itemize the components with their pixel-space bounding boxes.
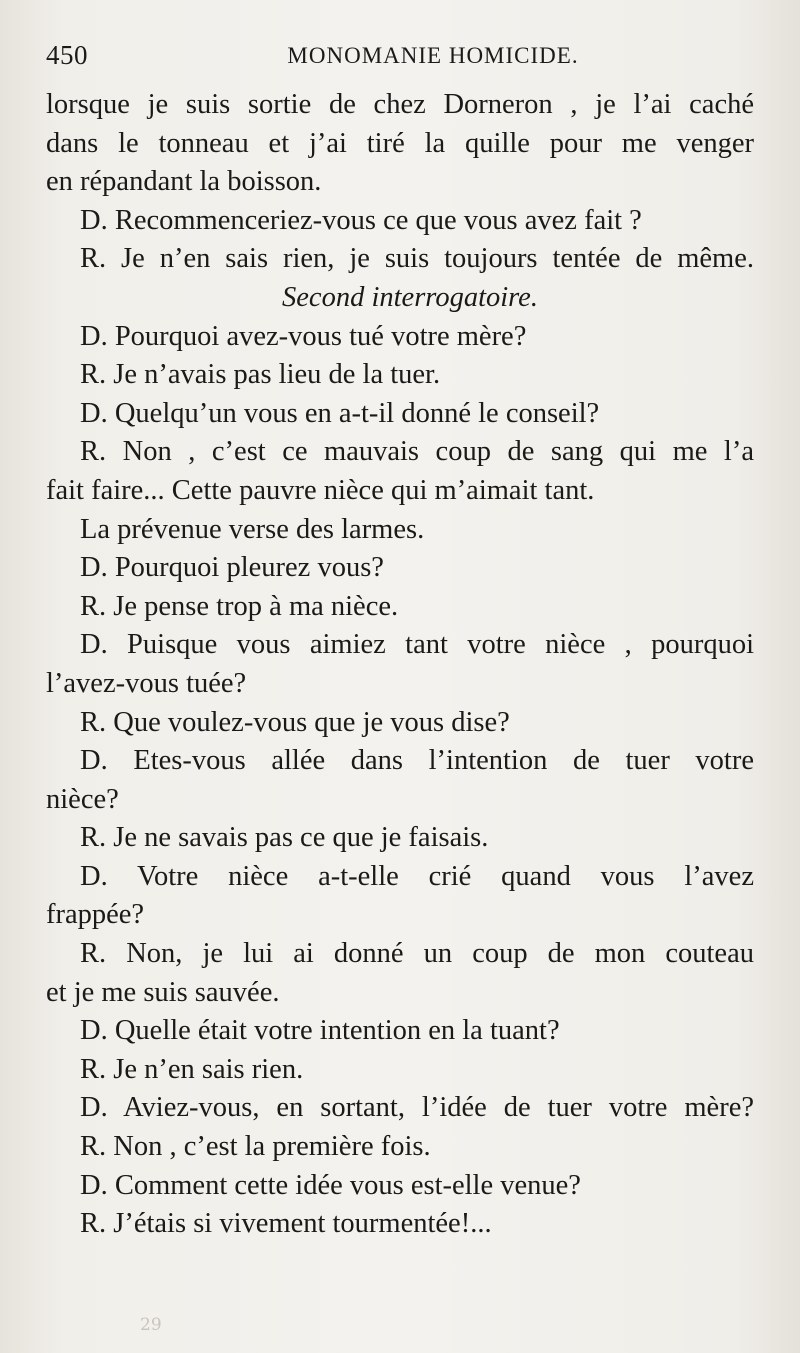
text-line: D. Aviez-vous, en sortant, l’idée de tuer votre mère? [80,1092,754,1124]
text-line: D. Votre nièce a-t-elle crié quand vous l’avez [80,860,754,892]
page-number: 450 [46,40,88,70]
text-line: en répandant la boisson. [46,166,322,198]
text-line: R. Je pense trop à ma nièce. [80,590,399,622]
text-line: R. Non , c’est ce mauvais coup de sang qui me l’a [80,436,754,468]
text-line: R. J’étais si vivement tourmentée!... [80,1208,492,1240]
text-line: D. Pourquoi pleurez vous? [80,552,384,584]
page-header [46,38,760,78]
section-heading: Second interrogatoire. [282,281,538,313]
text-line: dans le tonneau et j’ai tiré la quille pour me venger [46,127,754,159]
text-line: R. Je n’en sais rien. [80,1053,304,1085]
text-line: D. Recommenceriez-vous ce que vous avez fait ? [80,204,642,236]
text-line: nièce? [46,783,119,815]
text-line: R. Je n’avais pas lieu de la tuer. [80,359,441,391]
text-line: D. Quelle était votre intention en la tuant? [80,1015,560,1047]
body-text [46,86,754,1244]
text-line: R. Je ne savais pas ce que je faisais. [80,822,489,854]
text-line: D. Comment cette idée vous est-elle venue? [80,1169,581,1201]
text-line: D. Pourquoi avez-vous tué votre mère? [80,320,527,352]
text-line: D. Etes-vous allée dans l’intention de tuer votre [80,745,754,777]
text-line: D. Puisque vous aimiez tant votre nièce , pourquoi [80,629,754,661]
text-line: fait faire... Cette pauvre nièce qui m’aimait tant. [46,474,595,506]
running-head: MONOMANIE HOMICIDE. [287,43,579,68]
text-line: frappée? [46,899,145,931]
text-line: R. Non, je lui ai donné un coup de mon couteau [80,938,754,970]
text-line: l’avez-vous tuée? [46,667,247,699]
text-line: R. Je n’en sais rien, je suis toujours tentée de même. [80,243,754,275]
text-line: D. Quelqu’un vous en a-t-il donné le conseil? [80,397,600,429]
text-line: et je me suis sauvée. [46,976,280,1008]
text-line: R. Que voulez-vous que je vous dise? [80,706,510,738]
signature-mark: 29 [140,1315,162,1335]
text-line: R. Non , c’est la première fois. [80,1131,431,1163]
text-line: La prévenue verse des larmes. [80,513,425,545]
text-line: lorsque je suis sortie de chez Dorneron , je l’ai caché [46,89,754,120]
